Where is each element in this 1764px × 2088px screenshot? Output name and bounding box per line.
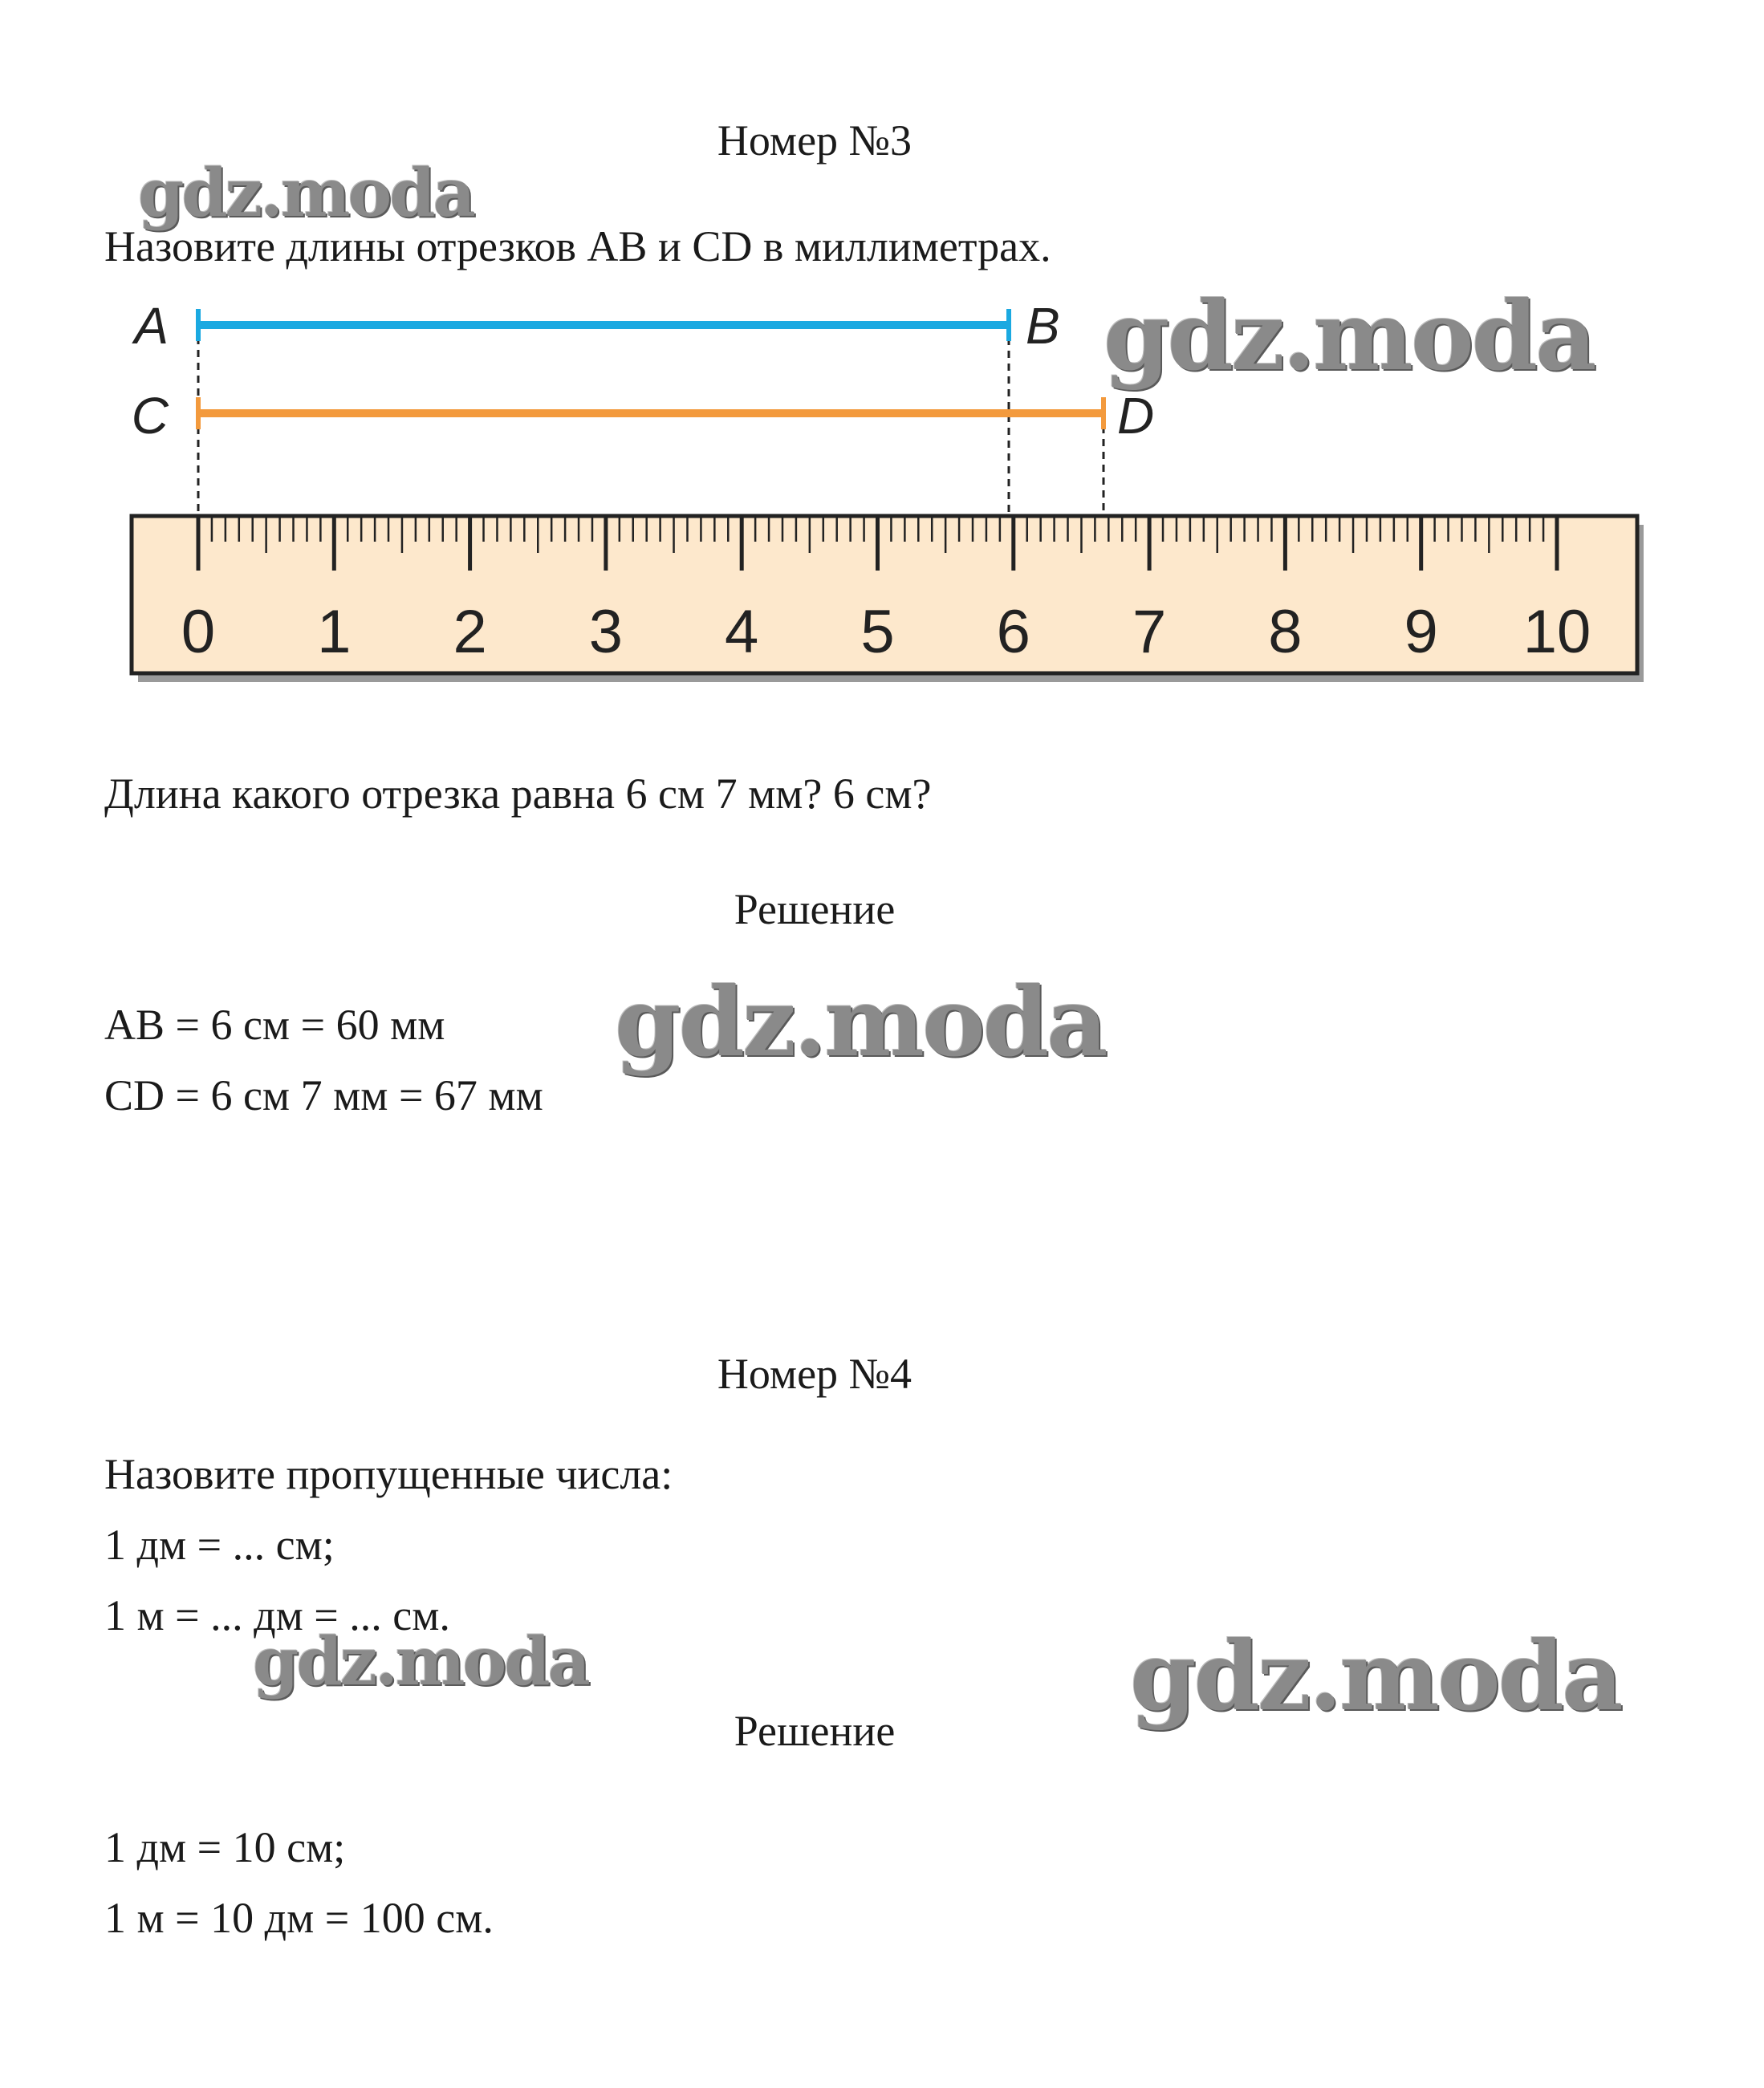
problem4-solution-heading: Решение bbox=[734, 1707, 896, 1755]
problem3-title: Номер №3 bbox=[717, 116, 912, 165]
problem3-followup-question: Длина какого отрезка равна 6 см 7 мм? 6 см? bbox=[104, 770, 932, 818]
ruler-label: 3 bbox=[588, 598, 624, 666]
ruler-label: 1 bbox=[317, 598, 352, 666]
ruler-label: 4 bbox=[725, 598, 759, 666]
problem3-answer-ab: AB = 6 см = 60 мм bbox=[104, 1001, 445, 1049]
problem4-question: Назовите пропущенные числа: bbox=[104, 1450, 673, 1498]
ruler-label: 2 bbox=[453, 598, 487, 666]
ruler-label: 0 bbox=[181, 598, 216, 666]
label-b: B bbox=[1026, 297, 1060, 355]
label-a: A bbox=[134, 297, 169, 355]
problem4-answer-m: 1 м = 10 дм = 100 см. bbox=[104, 1894, 494, 1942]
watermark: gdz.moda bbox=[1130, 1620, 1621, 1732]
problem4-answer-dm: 1 дм = 10 см; bbox=[104, 1823, 346, 1871]
watermark: gdz.moda bbox=[615, 966, 1106, 1078]
label-c: C bbox=[131, 387, 169, 445]
problem3-answer-cd: CD = 6 см 7 мм = 67 мм bbox=[104, 1071, 543, 1119]
ruler-label: 9 bbox=[1404, 598, 1438, 666]
watermark: gdz.moda bbox=[1104, 280, 1595, 392]
ruler-label: 10 bbox=[1522, 598, 1591, 666]
watermark: gdz.moda bbox=[253, 1623, 588, 1700]
problem4-question-line: 1 м = ... дм = ... см. bbox=[104, 1591, 450, 1639]
problem3-question: Назовите длины отрезков AB и CD в миллиметрах. bbox=[104, 222, 1051, 270]
ruler-label: 7 bbox=[1132, 598, 1167, 666]
watermark: gdz.moda bbox=[138, 155, 474, 232]
problem4-title: Номер №4 bbox=[717, 1350, 912, 1398]
ruler-label: 6 bbox=[996, 598, 1030, 666]
label-d: D bbox=[1117, 387, 1155, 445]
problem4-question-line: 1 дм = ... см; bbox=[104, 1521, 335, 1569]
ruler-label: 8 bbox=[1268, 598, 1303, 666]
problem3-solution-heading: Решение bbox=[734, 885, 896, 933]
ruler-label: 5 bbox=[860, 598, 895, 666]
